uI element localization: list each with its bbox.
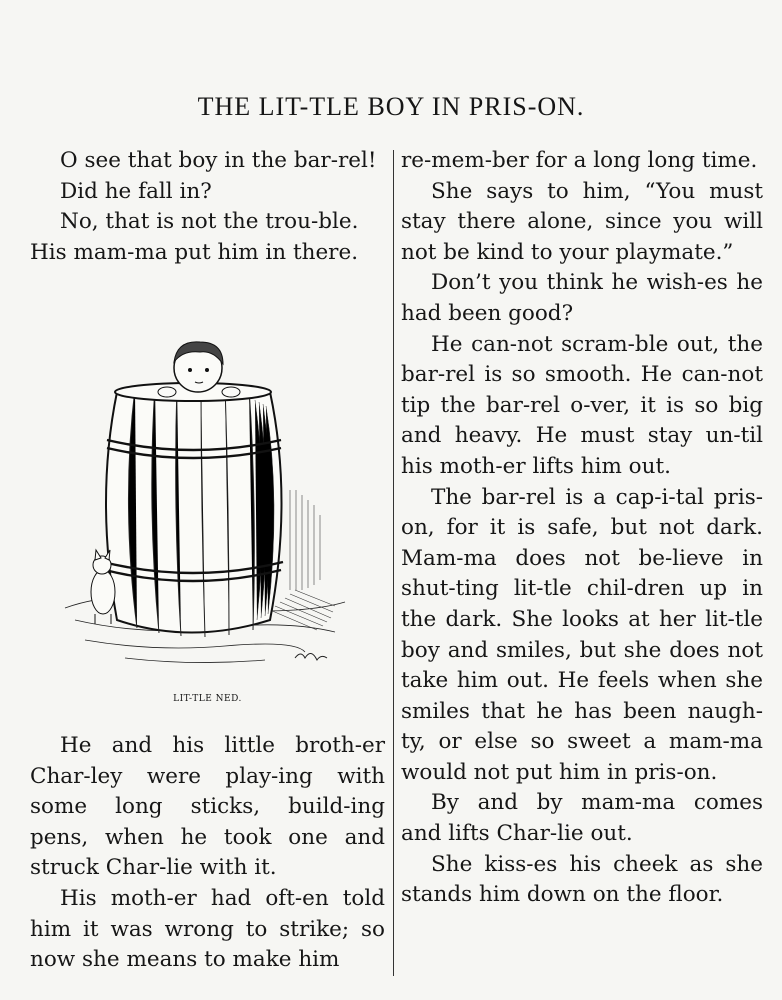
paragraph: He can-not scram-ble out, the bar-rel is so smooth. He can-not tip the bar-rel o-ver, it is so big and heavy. He must stay un-til his moth-er lifts him out.: [401, 331, 763, 479]
paragraph: Don’t you think he wish-es he had been good?: [401, 270, 763, 326]
paragraph: She says to him, “You must stay there alone, since you will not be kind to your playmate.”: [401, 178, 763, 265]
paragraph: No, that is not the trou-ble.: [60, 209, 359, 235]
paragraph: re-mem-ber for a long long time.: [401, 148, 758, 173]
paragraph: She kiss-es his cheek as she stands him down on the floor.: [401, 851, 763, 908]
right-column: [401, 146, 763, 911]
paragraph: His moth-er had oft-en told him it was wrong to strike; so now she means to make him: [30, 885, 385, 973]
boy-figure: [158, 342, 240, 397]
left-lower-text: [30, 731, 385, 976]
barrel-illustration: [55, 340, 355, 680]
page-title: THE LIT-TLE BOY IN PRIS-ON.: [197, 92, 585, 121]
paragraph: His mam-ma put him in there.: [30, 239, 359, 265]
column-divider: [393, 150, 394, 976]
paragraph: Did he fall in?: [60, 178, 212, 204]
paragraph: He and his little broth-er Char-ley were play-ing with some long sticks, build-ing pens, when he took one and struck Char-lie with it.: [30, 733, 385, 881]
paragraph: By and by mam-ma comes and lifts Char-lie out.: [401, 790, 763, 847]
figure-caption: LIT-TLE NED.: [173, 694, 242, 704]
left-column: [30, 146, 385, 268]
paragraph: O see that boy in the bar-rel!: [60, 148, 377, 173]
paragraph: The bar-rel is a cap-i-tal pris-on, for it is safe, but not dark. Mam-ma does not be-lieve in shut-ting lit-tle chil-dren up in the dark. She looks at her lit-tle boy and smiles, but she does not take him out. He feels when she smiles that he has been naugh-ty, or else so sweet a mam-ma would not put him in pris-on.: [401, 484, 763, 785]
barrel-boy-drawing: [55, 340, 355, 680]
